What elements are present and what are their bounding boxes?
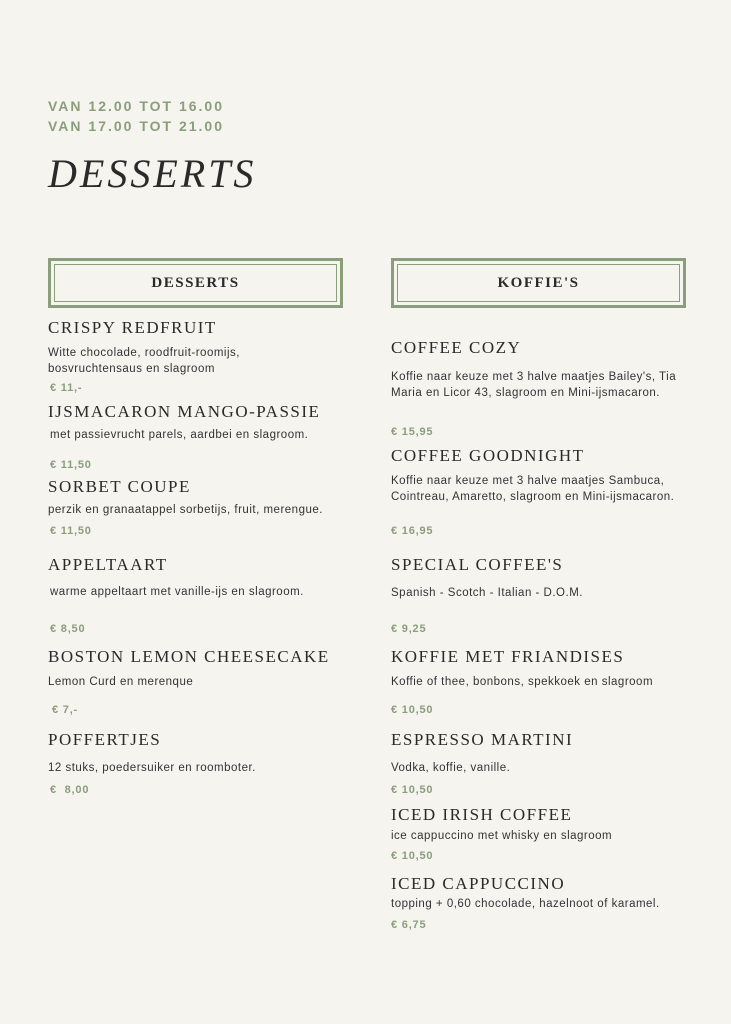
item-price: € 11,- <box>50 382 83 394</box>
item-description: warme appeltaart met vanille-ijs en slagroom. <box>50 586 304 598</box>
koffies-heading: KOFFIE'S <box>397 264 680 302</box>
item-description: Spanish - Scotch - Italian - D.O.M. <box>391 587 583 599</box>
item-name: SORBET COUPE <box>48 477 191 496</box>
item-description: 12 stuks, poedersuiker en roomboter. <box>48 762 256 774</box>
item-price: € 8,50 <box>50 623 86 635</box>
item-name: COFFEE COZY <box>391 338 522 357</box>
item-description: ice cappuccino met whisky en slagroom <box>391 830 613 842</box>
item-name: IJSMACARON MANGO-PASSIE <box>48 402 321 421</box>
item-description: met passievrucht parels, aardbei en slagroom. <box>50 429 309 441</box>
koffies-section-header <box>391 258 686 308</box>
item-price: € 11,50 <box>50 525 92 537</box>
opening-hours-dinner: VAN 17.00 TOT 21.00 <box>48 118 224 134</box>
item-description: Vodka, koffie, vanille. <box>391 762 511 774</box>
item-name: BOSTON LEMON CHEESECAKE <box>48 647 330 666</box>
item-name: CRISPY REDFRUIT <box>48 318 217 337</box>
item-price: € 8,00 <box>50 784 90 796</box>
item-description: Witte chocolade, roodfruit-roomijs, bosvruchtensaus en slagroom <box>48 347 240 375</box>
item-price: € 9,25 <box>391 623 427 635</box>
opening-hours-lunch: VAN 12.00 TOT 16.00 <box>48 98 224 114</box>
item-name: COFFEE GOODNIGHT <box>391 446 585 465</box>
item-name: APPELTAART <box>48 555 168 574</box>
item-description: perzik en granaatappel sorbetijs, fruit, merengue. <box>48 504 323 516</box>
item-price: € 15,95 <box>391 426 434 438</box>
item-description: Koffie naar keuze met 3 halve maatjes Bailey's, Tia Maria en Licor 43, slagroom en Mini-ijsmacaron. <box>391 371 677 399</box>
item-price: € 16,95 <box>391 525 434 537</box>
item-price: € 10,50 <box>391 704 434 716</box>
item-name: ICED CAPPUCCINO <box>391 874 566 893</box>
item-description: Koffie naar keuze met 3 halve maatjes Sambuca, Cointreau, Amaretto, slagroom en Mini-ijsmacaron. <box>391 475 675 503</box>
item-name: ICED IRISH COFFEE <box>391 805 573 824</box>
item-price: € 10,50 <box>391 850 434 862</box>
item-description: Koffie of thee, bonbons, spekkoek en slagroom <box>391 676 654 688</box>
item-description: Lemon Curd en merenque <box>48 676 194 688</box>
desserts-heading: DESSERTS <box>54 264 337 302</box>
item-price: € 10,50 <box>391 784 434 796</box>
item-name: POFFERTJES <box>48 730 162 749</box>
item-price: € 11,50 <box>50 459 92 471</box>
item-name: SPECIAL COFFEE'S <box>391 555 564 574</box>
desserts-section-header <box>48 258 343 308</box>
item-name: KOFFIE MET FRIANDISES <box>391 647 625 666</box>
item-price: € 7,- <box>52 704 79 716</box>
item-name: ESPRESSO MARTINI <box>391 730 574 749</box>
item-price: € 6,75 <box>391 919 427 931</box>
page-title: DESSERTS <box>48 151 257 196</box>
item-description: topping + 0,60 chocolade, hazelnoot of karamel. <box>391 898 660 910</box>
